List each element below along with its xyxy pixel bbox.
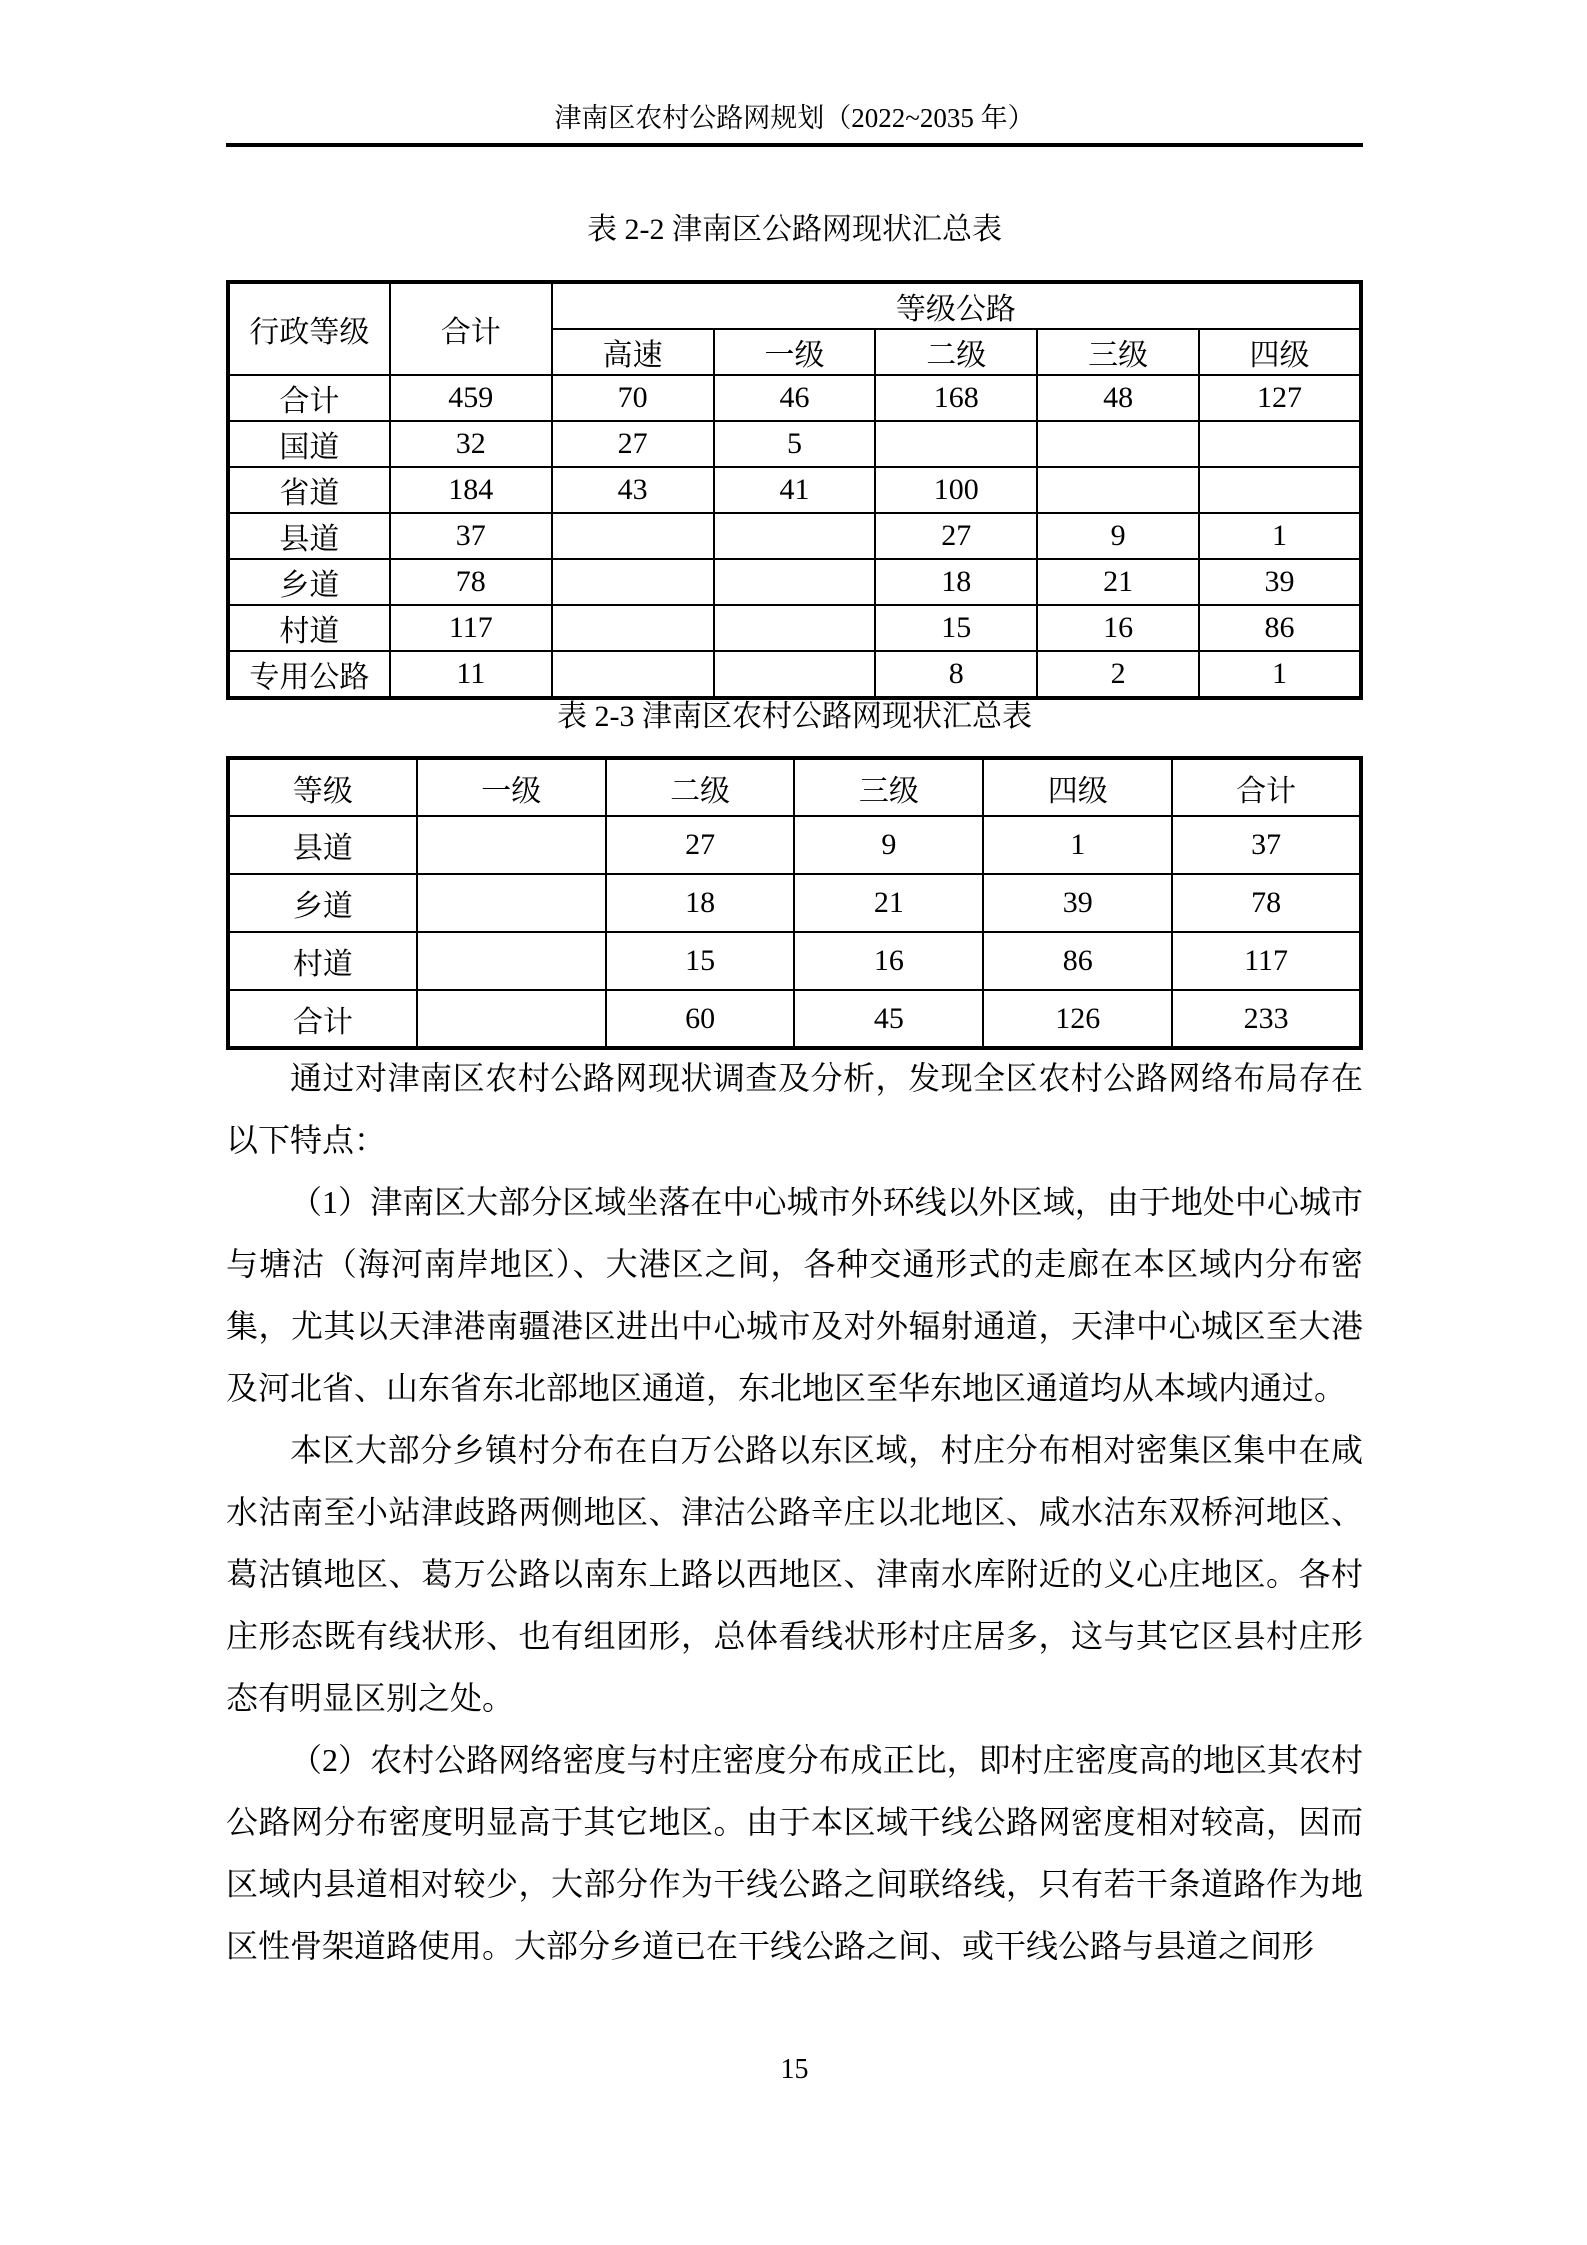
table-cell: 41	[714, 467, 876, 513]
table-cell: 45	[794, 990, 983, 1048]
table-cell: 78	[1172, 874, 1361, 932]
table-row	[228, 559, 1361, 605]
row-label: 专用公路	[228, 651, 390, 698]
table-cell	[714, 559, 876, 605]
table-cell: 16	[1037, 605, 1199, 651]
table1-subheader: 二级	[875, 329, 1037, 375]
table-cell: 37	[1172, 816, 1361, 874]
row-label: 村道	[228, 932, 417, 990]
table-cell: 9	[1037, 513, 1199, 559]
table-cell	[1037, 421, 1199, 467]
table-row	[228, 816, 1361, 874]
table-cell: 1	[983, 816, 1172, 874]
page-header-title: 津南区农村公路网规划（2022~2035 年）	[554, 103, 1035, 133]
row-label: 合计	[228, 375, 390, 421]
table-cell: 15	[606, 932, 795, 990]
table-cell: 27	[875, 513, 1037, 559]
table-row	[228, 932, 1361, 990]
table-cell: 60	[606, 990, 795, 1048]
table-cell: 16	[794, 932, 983, 990]
table-row	[228, 605, 1361, 651]
table-cell	[417, 816, 606, 874]
table-cell	[714, 605, 876, 651]
row-label: 村道	[228, 605, 390, 651]
row-label: 县道	[228, 816, 417, 874]
table-cell: 1	[1199, 651, 1361, 698]
table-cell: 21	[1037, 559, 1199, 605]
table-cell: 1	[1199, 513, 1361, 559]
table-cell: 15	[875, 605, 1037, 651]
table-cell: 2	[1037, 651, 1199, 698]
table-cell	[1199, 467, 1361, 513]
table-cell	[552, 605, 714, 651]
row-label: 乡道	[228, 559, 390, 605]
table-cell	[552, 651, 714, 698]
column-header: 三级	[794, 758, 983, 816]
row-label: 合计	[228, 990, 417, 1048]
row-label: 国道	[228, 421, 390, 467]
table-cell: 18	[875, 559, 1037, 605]
table-cell: 459	[390, 375, 552, 421]
table-cell: 233	[1172, 990, 1361, 1048]
paragraph: （2）农村公路网络密度与村庄密度分布成正比，即村庄密度高的地区其农村公路网分布密度明显高于其它地区。由于本区域干线公路网密度相对较高，因而区域内县道相对较少，大部分作为干线公路之间联络线，只有若干条道路作为地区性骨架道路使用。大部分乡道已在干线公路之间、或干线公路与县道之间形	[226, 1742, 1363, 1964]
table-cell: 184	[390, 467, 552, 513]
table-cell: 11	[390, 651, 552, 698]
table1-subheader: 高速	[552, 329, 714, 375]
table1-header-total: 合计	[390, 282, 552, 375]
table1-header-admin: 行政等级	[228, 282, 390, 375]
table1-header-group: 等级公路	[552, 282, 1361, 329]
table-row	[228, 513, 1361, 559]
table-cell	[552, 559, 714, 605]
row-label: 乡道	[228, 874, 417, 932]
paragraph: 本区大部分乡镇村分布在白万公路以东区域，村庄分布相对密集区集中在咸水沽南至小站津歧路两侧地区、津沽公路辛庄以北地区、咸水沽东双桥河地区、葛沽镇地区、葛万公路以南东上路以西地区、津南水库附近的义心庄地区。各村庄形态既有线状形、也有组团形，总体看线状形村庄居多，这与其它区县村庄形态有明显区别之处。	[226, 1432, 1363, 1716]
table-cell	[417, 932, 606, 990]
column-header: 二级	[606, 758, 795, 816]
table1-subheader: 四级	[1199, 329, 1361, 375]
table-cell	[552, 513, 714, 559]
table-cell: 86	[1199, 605, 1361, 651]
table-cell: 39	[983, 874, 1172, 932]
table-cell	[1037, 467, 1199, 513]
table-cell: 126	[983, 990, 1172, 1048]
header-rule	[226, 143, 1363, 147]
table-cell	[417, 874, 606, 932]
body-text	[226, 1047, 1363, 1977]
table-cell: 27	[552, 421, 714, 467]
paragraph: （1）津南区大部分区域坐落在中心城市外环线以外区域，由于地处中心城市与塘沽（海河南岸地区）、大港区之间，各种交通形式的走廊在本区域内分布密集，尤其以天津港南疆港区进出中心城市及对外辐射通道，天津中心城区至大港及河北省、山东省东北部地区通道，东北地区至华东地区通道均从本域内通过。	[226, 1184, 1363, 1406]
table-cell: 100	[875, 467, 1037, 513]
table-row	[228, 421, 1361, 467]
column-header: 一级	[417, 758, 606, 816]
table-row	[228, 375, 1361, 421]
table1-header-row-1	[228, 282, 1361, 329]
table-cell: 27	[606, 816, 795, 874]
table-row	[228, 874, 1361, 932]
table-cell: 9	[794, 816, 983, 874]
table-row	[228, 651, 1361, 698]
table-cell: 43	[552, 467, 714, 513]
column-header: 合计	[1172, 758, 1361, 816]
table-cell: 78	[390, 559, 552, 605]
table-cell: 117	[1172, 932, 1361, 990]
row-label: 县道	[228, 513, 390, 559]
table-cell: 86	[983, 932, 1172, 990]
table2-rural-road-summary	[226, 756, 1363, 1050]
table-cell	[1199, 421, 1361, 467]
paragraph: 通过对津南区农村公路网现状调查及分析，发现全区农村公路网络布局存在以下特点：	[226, 1060, 1363, 1158]
table1-subheader: 一级	[714, 329, 876, 375]
table-cell: 5	[714, 421, 876, 467]
table-cell: 48	[1037, 375, 1199, 421]
table-row	[228, 467, 1361, 513]
table1-road-network-summary	[226, 280, 1363, 700]
table-cell: 117	[390, 605, 552, 651]
table1-subheader: 三级	[1037, 329, 1199, 375]
table-cell: 39	[1199, 559, 1361, 605]
table-cell: 8	[875, 651, 1037, 698]
table-cell: 32	[390, 421, 552, 467]
table-cell: 46	[714, 375, 876, 421]
table-cell: 21	[794, 874, 983, 932]
table-cell	[714, 513, 876, 559]
table2-caption: 表 2-3 津南区农村公路网现状汇总表	[557, 700, 1032, 733]
table-cell	[417, 990, 606, 1048]
table-row	[228, 990, 1361, 1048]
table-cell: 70	[552, 375, 714, 421]
table2-header-row	[228, 758, 1361, 816]
table-cell	[714, 651, 876, 698]
table-cell: 127	[1199, 375, 1361, 421]
column-header: 等级	[228, 758, 417, 816]
table-cell: 37	[390, 513, 552, 559]
row-label: 省道	[228, 467, 390, 513]
table-cell: 18	[606, 874, 795, 932]
table-cell: 168	[875, 375, 1037, 421]
column-header: 四级	[983, 758, 1172, 816]
table1-caption: 表 2-2 津南区公路网现状汇总表	[587, 213, 1002, 246]
page-number: 15	[780, 2054, 809, 2085]
table-cell	[875, 421, 1037, 467]
